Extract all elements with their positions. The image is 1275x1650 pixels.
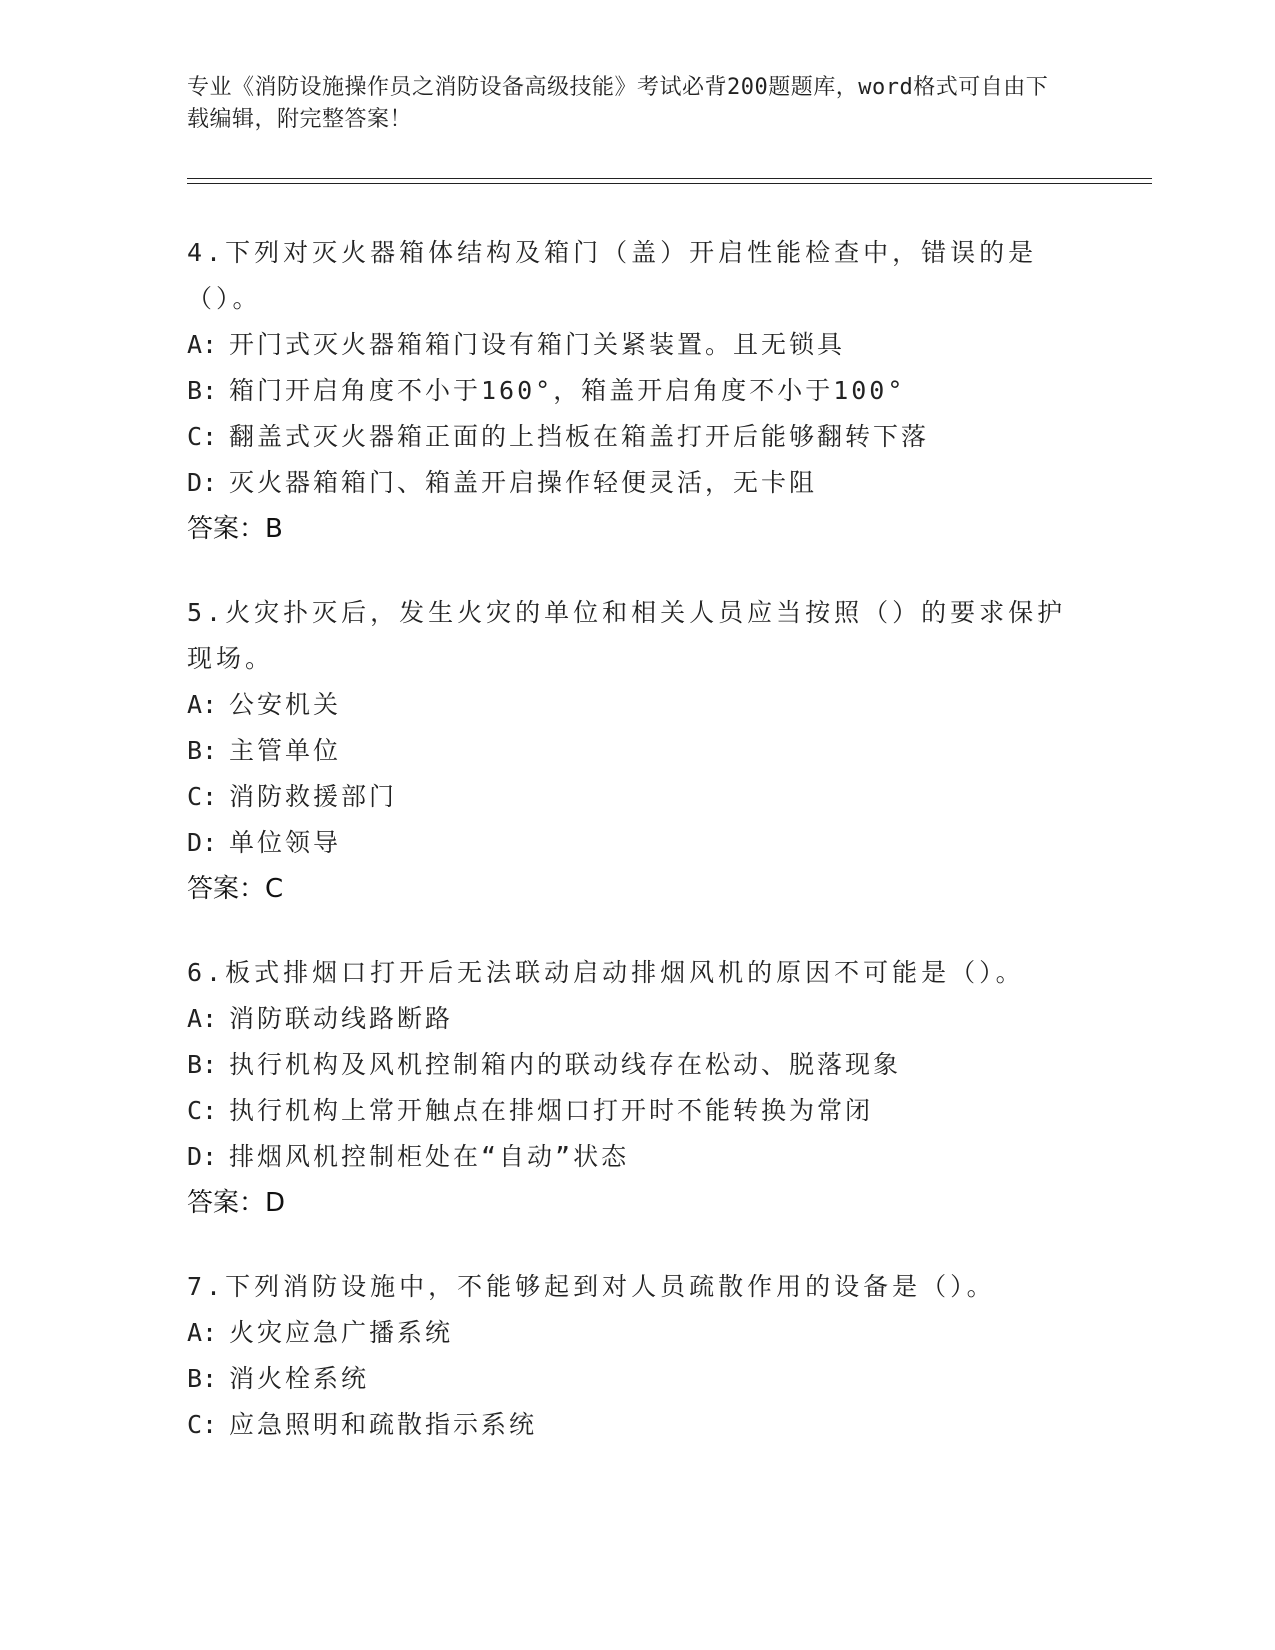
question-text: 4.下列对灭火器箱体结构及箱门（盖）开启性能检查中，错误的是（）。	[187, 238, 1038, 313]
option-letter: C:	[187, 422, 218, 451]
option-letter: D:	[187, 828, 218, 857]
option-letter: B:	[187, 736, 218, 765]
option-text: 执行机构及风机控制箱内的联动线存在松动、脱落现象	[229, 1050, 902, 1079]
option-text: 火灾应急广播系统	[229, 1318, 454, 1347]
option-letter: A:	[187, 1318, 218, 1347]
option-text: 开门式灭火器箱箱门设有箱门关紧装置。且无锁具	[229, 330, 846, 359]
header-divider-top	[187, 178, 1152, 179]
option-d	[187, 1134, 1067, 1180]
question-5	[187, 590, 1067, 912]
option-c	[187, 1402, 1067, 1448]
option-text: 灭火器箱箱门、箱盖开启操作轻便灵活，无卡阻	[229, 468, 818, 497]
option-text: 消防联动线路断路	[229, 1004, 454, 1033]
question-text: 6.板式排烟口打开后无法联动启动排烟风机的原因不可能是（）。	[187, 958, 1025, 987]
option-letter: B:	[187, 1364, 218, 1393]
answer-line: 答案：B	[187, 514, 283, 544]
option-a	[187, 682, 1067, 728]
option-letter: B:	[187, 376, 218, 405]
option-letter: C:	[187, 782, 218, 811]
option-letter: D:	[187, 1142, 218, 1171]
option-text: 执行机构上常开触点在排烟口打开时不能转换为常闭	[229, 1096, 874, 1125]
option-letter: B:	[187, 1050, 218, 1079]
option-a	[187, 322, 1067, 368]
option-text: 排烟风机控制柜处在“自动”状态	[229, 1142, 630, 1171]
option-letter: C:	[187, 1096, 218, 1125]
question-text: 7.下列消防设施中，不能够起到对人员疏散作用的设备是（）。	[187, 1272, 996, 1301]
option-text: 应急照明和疏散指示系统	[229, 1410, 538, 1439]
option-c	[187, 414, 1067, 460]
option-b	[187, 1042, 1067, 1088]
option-text: 消火栓系统	[229, 1364, 370, 1393]
option-letter: C:	[187, 1410, 218, 1439]
question-4	[187, 230, 1067, 552]
option-letter: A:	[187, 690, 218, 719]
option-letter: A:	[187, 330, 218, 359]
question-7	[187, 1264, 1067, 1448]
option-letter: A:	[187, 1004, 218, 1033]
option-text: 单位领导	[229, 828, 342, 857]
option-text: 箱门开启角度不小于160°，箱盖开启角度不小于100°	[229, 376, 906, 405]
option-b	[187, 1356, 1067, 1402]
option-text: 翻盖式灭火器箱正面的上挡板在箱盖打开后能够翻转下落	[229, 422, 930, 451]
option-letter: D:	[187, 468, 218, 497]
option-text: 消防救援部门	[229, 782, 398, 811]
answer-line: 答案：D	[187, 1188, 286, 1218]
option-a	[187, 996, 1067, 1042]
option-text: 公安机关	[229, 690, 342, 719]
option-a	[187, 1310, 1067, 1356]
question-6	[187, 950, 1067, 1226]
option-c	[187, 774, 1067, 820]
option-c	[187, 1088, 1067, 1134]
option-d	[187, 460, 1067, 506]
question-text: 5.火灾扑灭后，发生火灾的单位和相关人员应当按照（）的要求保护现场。	[187, 598, 1067, 673]
question-list	[187, 230, 1067, 1486]
option-d	[187, 820, 1067, 866]
document-header: 专业《消防设施操作员之消防设备高级技能》考试必背200题题库，word格式可自由下载编辑，附完整答案！	[187, 75, 1049, 132]
header-divider-bottom	[187, 183, 1152, 184]
option-text: 主管单位	[229, 736, 342, 765]
option-b	[187, 368, 1067, 414]
option-b	[187, 728, 1067, 774]
answer-line: 答案：C	[187, 874, 284, 904]
